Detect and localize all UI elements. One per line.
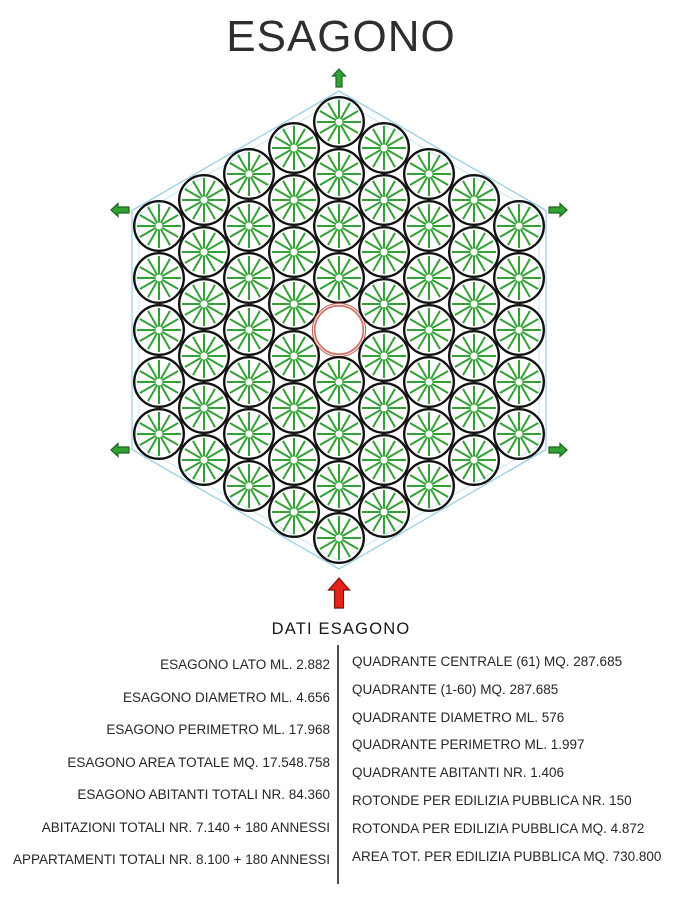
quadrante-circle bbox=[179, 435, 229, 485]
quadrante-circle bbox=[494, 253, 544, 303]
quadrante-circle bbox=[269, 331, 319, 381]
quadrante-circle bbox=[314, 201, 364, 251]
stat-area-tot-edilizia: AREA TOT. PER EDILIZIA PUBBLICA MQ. 730.800 bbox=[352, 848, 662, 864]
stat-esagono-lato: ESAGONO LATO ML. 2.882 bbox=[160, 657, 330, 672]
quadrante-circle bbox=[269, 279, 319, 329]
lower-right-green-arrow bbox=[549, 444, 567, 457]
quadrante-circle bbox=[224, 149, 274, 199]
quadrante-circle bbox=[179, 227, 229, 277]
stat-quadrante-1-60: QUADRANTE (1-60) MQ. 287.685 bbox=[352, 681, 559, 697]
quadrante-circle bbox=[314, 357, 364, 407]
stats-divider bbox=[337, 645, 339, 884]
quadrante-circle bbox=[494, 305, 544, 355]
section-subtitle: DATI ESAGONO bbox=[271, 620, 411, 638]
quadrante-circle bbox=[359, 123, 409, 173]
stat-quadrante-diametro: QUADRANTE DIAMETRO ML. 576 bbox=[352, 709, 565, 725]
bottom-red-arrow bbox=[329, 578, 350, 608]
quadrante-circle bbox=[449, 331, 499, 381]
quadrante-circle bbox=[314, 461, 364, 511]
central-quadrante bbox=[312, 303, 365, 356]
lower-left-green-arrow bbox=[111, 444, 129, 457]
quadrante-circle bbox=[134, 305, 184, 355]
quadrante-circle bbox=[179, 331, 229, 381]
quadrante-circle bbox=[314, 409, 364, 459]
quadrante-circle bbox=[359, 279, 409, 329]
quadrante-circle bbox=[134, 253, 184, 303]
quadrante-circle bbox=[269, 123, 319, 173]
quadrante-circle bbox=[179, 279, 229, 329]
quadrante-circle bbox=[269, 435, 319, 485]
quadrante-circle bbox=[449, 383, 499, 433]
quadrante-circle bbox=[404, 305, 454, 355]
stat-quadrante-centrale: QUADRANTE CENTRALE (61) MQ. 287.685 bbox=[352, 654, 623, 669]
quadrante-circle bbox=[314, 97, 364, 147]
upper-left-green-arrow bbox=[111, 204, 129, 217]
quadrante-circle bbox=[224, 409, 274, 459]
quadrante-circle bbox=[224, 253, 274, 303]
stat-esagono-area: ESAGONO AREA TOTALE MQ. 17.548.758 bbox=[67, 754, 330, 770]
quadrante-circle bbox=[224, 357, 274, 407]
quadrante-circle bbox=[494, 409, 544, 459]
quadrante-circle bbox=[449, 227, 499, 277]
quadrante-circle bbox=[359, 331, 409, 381]
quadrante-circle bbox=[404, 149, 454, 199]
stat-abitazioni-totali: ABITAZIONI TOTALI NR. 7.140 + 180 ANNESSI bbox=[41, 819, 330, 835]
quadrante-circle bbox=[449, 175, 499, 225]
quadrante-circle bbox=[404, 357, 454, 407]
quadrante-circle bbox=[359, 175, 409, 225]
stat-esagono-diametro: ESAGONO DIAMETRO ML. 4.656 bbox=[122, 689, 330, 705]
quadrante-circle bbox=[359, 383, 409, 433]
quadrante-circle bbox=[404, 201, 454, 251]
quadrante-circle bbox=[224, 201, 274, 251]
quadrante-circle bbox=[449, 279, 499, 329]
quadrante-stats-column bbox=[352, 655, 676, 864]
quadrante-circle bbox=[314, 253, 364, 303]
page-title: ESAGONO bbox=[226, 12, 456, 61]
quadrante-circle bbox=[269, 175, 319, 225]
stat-rotonde-nr: ROTONDE PER EDILIZIA PUBBLICA NR. 150 bbox=[352, 792, 632, 808]
quadrante-circle bbox=[179, 175, 229, 225]
quadrante-circle bbox=[269, 487, 319, 537]
quadrante-circle bbox=[404, 461, 454, 511]
stat-esagono-abitanti: ESAGONO ABITANTI TOTALI NR. 84.360 bbox=[77, 787, 330, 802]
central-quadrante-ring bbox=[315, 306, 364, 355]
quadrante-circle bbox=[404, 253, 454, 303]
quadrante-circle bbox=[134, 201, 184, 251]
stat-appartamenti-totali: APPARTAMENTI TOTALI NR. 8.100 + 180 ANNESSI bbox=[13, 852, 330, 867]
quadrante-circle bbox=[494, 357, 544, 407]
quadrante-circle bbox=[314, 513, 364, 563]
stat-quadrante-perimetro: QUADRANTE PERIMETRO ML. 1.997 bbox=[352, 737, 585, 753]
esagono-stats-column bbox=[10, 658, 330, 867]
quadrante-circle bbox=[359, 487, 409, 537]
quadrante-circle bbox=[224, 461, 274, 511]
stat-esagono-perimetro: ESAGONO PERIMETRO ML. 17.968 bbox=[106, 722, 330, 737]
quadrante-circle bbox=[404, 409, 454, 459]
top-green-arrow bbox=[333, 69, 346, 87]
quadrante-circle bbox=[134, 357, 184, 407]
quadrante-circle bbox=[359, 435, 409, 485]
quadrante-circle bbox=[224, 305, 274, 355]
quadrante-circle bbox=[494, 201, 544, 251]
quadrante-circle bbox=[449, 435, 499, 485]
quadrante-circle bbox=[179, 383, 229, 433]
quadrante-circle bbox=[359, 227, 409, 277]
quadrante-circle bbox=[134, 409, 184, 459]
stat-rotonda-mq: ROTONDA PER EDILIZIA PUBBLICA MQ. 4.872 bbox=[352, 820, 645, 836]
quadrante-circle bbox=[314, 149, 364, 199]
upper-right-green-arrow bbox=[549, 204, 567, 217]
quadrante-circle bbox=[269, 227, 319, 277]
quadrante-circle bbox=[269, 383, 319, 433]
stat-quadrante-abitanti: QUADRANTE ABITANTI NR. 1.406 bbox=[352, 765, 565, 781]
